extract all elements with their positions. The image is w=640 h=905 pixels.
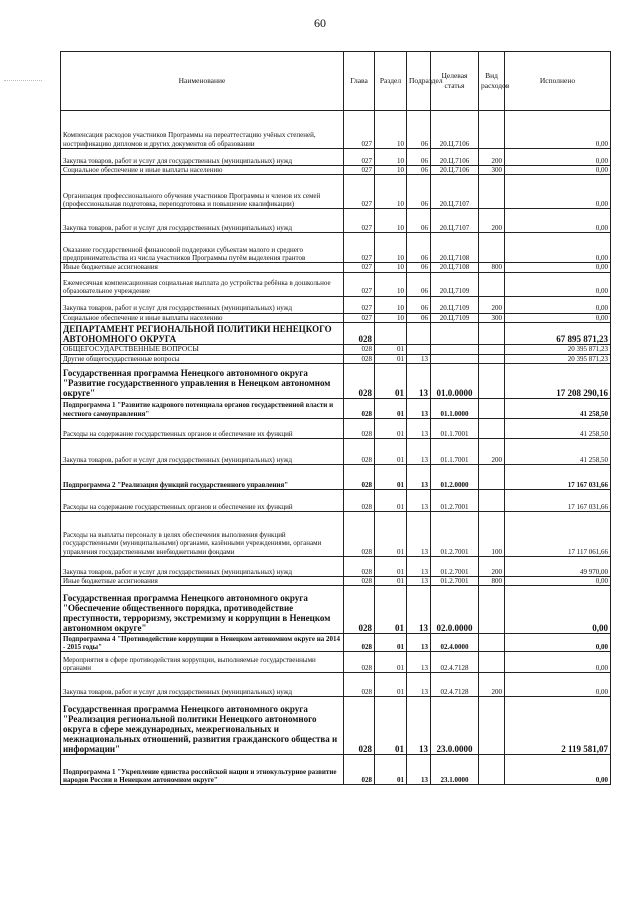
table-row bbox=[61, 419, 611, 439]
row-name-cell: Расходы на содержание государственных органов и обеспечение их функций bbox=[61, 419, 344, 439]
row-celevaya-cell: 20.Ц.7108 bbox=[431, 263, 479, 272]
row-ispolneno-cell: 20 395 871,23 bbox=[505, 345, 611, 354]
row-celevaya-cell: 02.4.7128 bbox=[431, 673, 479, 697]
row-podrazdel-cell: 06 bbox=[407, 296, 431, 313]
row-glava-cell: 027 bbox=[344, 296, 375, 313]
row-celevaya-cell bbox=[431, 323, 479, 345]
row-glava-cell: 027 bbox=[344, 175, 375, 209]
row-name-cell: Подпрограмма 2 "Реализация функций государственного управления" bbox=[61, 465, 344, 490]
row-podrazdel-cell: 13 bbox=[407, 512, 431, 557]
row-glava-cell: 028 bbox=[344, 577, 375, 586]
table-row bbox=[61, 557, 611, 577]
table-row bbox=[61, 399, 611, 419]
table-row bbox=[61, 673, 611, 697]
row-glava-cell: 028 bbox=[344, 557, 375, 577]
row-ispolneno-cell: 20 395 871,23 bbox=[505, 354, 611, 363]
row-ispolneno-cell: 0,00 bbox=[505, 586, 611, 634]
row-name-cell: Закупка товаров, работ и услуг для государственных (муниципальных) нужд bbox=[61, 209, 344, 233]
row-ispolneno-cell: 0,00 bbox=[505, 296, 611, 313]
row-razdel-cell: 10 bbox=[375, 272, 407, 296]
table-row bbox=[61, 354, 611, 363]
row-vid-cell: 300 bbox=[479, 166, 505, 175]
row-podrazdel-cell: 13 bbox=[407, 399, 431, 419]
row-vid-cell bbox=[479, 354, 505, 363]
table-row bbox=[61, 233, 611, 263]
row-ispolneno-cell: 0,00 bbox=[505, 755, 611, 785]
row-name-cell: Другие общегосударственные вопросы bbox=[61, 354, 344, 363]
row-name-cell: Закупка товаров, работ и услуг для государственных (муниципальных) нужд bbox=[61, 296, 344, 313]
row-glava-cell: 028 bbox=[344, 354, 375, 363]
row-ispolneno-cell: 0,00 bbox=[505, 652, 611, 673]
row-razdel-cell: 10 bbox=[375, 166, 407, 175]
row-razdel-cell: 10 bbox=[375, 175, 407, 209]
table-row bbox=[61, 323, 611, 345]
table-row bbox=[61, 272, 611, 296]
table-row bbox=[61, 175, 611, 209]
row-glava-cell: 028 bbox=[344, 652, 375, 673]
row-glava-cell: 027 bbox=[344, 111, 375, 149]
row-name-cell: Закупка товаров, работ и услуг для государственных (муниципальных) нужд bbox=[61, 149, 344, 166]
row-celevaya-cell: 20.Ц.7109 bbox=[431, 296, 479, 313]
row-vid-cell bbox=[479, 345, 505, 354]
table-row bbox=[61, 111, 611, 149]
row-razdel-cell: 01 bbox=[375, 652, 407, 673]
row-celevaya-cell: 23.0.0000 bbox=[431, 697, 479, 755]
row-ispolneno-cell: 0,00 bbox=[505, 175, 611, 209]
row-razdel-cell: 01 bbox=[375, 634, 407, 652]
row-vid-cell bbox=[479, 399, 505, 419]
row-razdel-cell bbox=[375, 323, 407, 345]
row-vid-cell: 200 bbox=[479, 673, 505, 697]
row-celevaya-cell: 01.1.0000 bbox=[431, 399, 479, 419]
table-row bbox=[61, 149, 611, 166]
row-vid-cell bbox=[479, 465, 505, 490]
row-podrazdel-cell: 13 bbox=[407, 465, 431, 490]
row-celevaya-cell: 01.2.7001 bbox=[431, 490, 479, 512]
row-ispolneno-cell: 17 208 290,16 bbox=[505, 364, 611, 399]
row-razdel-cell: 01 bbox=[375, 364, 407, 399]
row-vid-cell bbox=[479, 490, 505, 512]
row-razdel-cell: 01 bbox=[375, 399, 407, 419]
page-number: 60 bbox=[314, 16, 326, 30]
row-ispolneno-cell: 0,00 bbox=[505, 577, 611, 586]
row-name-cell: Закупка товаров, работ и услуг для государственных (муниципальных) нужд bbox=[61, 439, 344, 465]
table-header-row bbox=[61, 52, 611, 111]
row-name-cell: Закупка товаров, работ и услуг для государственных (муниципальных) нужд bbox=[61, 557, 344, 577]
row-celevaya-cell: 20.Ц.7106 bbox=[431, 149, 479, 166]
row-ispolneno-cell: 0,00 bbox=[505, 233, 611, 263]
table-row bbox=[61, 755, 611, 785]
table-row bbox=[61, 465, 611, 490]
row-celevaya-cell: 02.0.0000 bbox=[431, 586, 479, 634]
table-row bbox=[61, 439, 611, 465]
row-celevaya-cell: 01.1.7001 bbox=[431, 439, 479, 465]
row-vid-cell: 800 bbox=[479, 263, 505, 272]
row-podrazdel-cell: 13 bbox=[407, 490, 431, 512]
table-row bbox=[61, 490, 611, 512]
row-ispolneno-cell: 41 258,50 bbox=[505, 419, 611, 439]
row-vid-cell bbox=[479, 755, 505, 785]
table-row bbox=[61, 634, 611, 652]
table-body bbox=[61, 111, 611, 785]
row-podrazdel-cell: 06 bbox=[407, 111, 431, 149]
header-vid: Вид расходов bbox=[479, 52, 505, 111]
table-row bbox=[61, 697, 611, 755]
table-row bbox=[61, 345, 611, 354]
row-vid-cell bbox=[479, 111, 505, 149]
header-razdel: Раздел bbox=[375, 52, 407, 111]
row-podrazdel-cell bbox=[407, 323, 431, 345]
header-name: Наименование bbox=[61, 52, 344, 111]
row-glava-cell: 028 bbox=[344, 323, 375, 345]
row-vid-cell bbox=[479, 586, 505, 634]
row-name-cell: Социальное обеспечение и иные выплаты населению bbox=[61, 166, 344, 175]
row-vid-cell bbox=[479, 652, 505, 673]
table-row bbox=[61, 364, 611, 399]
row-glava-cell: 028 bbox=[344, 673, 375, 697]
row-ispolneno-cell: 0,00 bbox=[505, 634, 611, 652]
row-celevaya-cell: 20.Ц.7108 bbox=[431, 233, 479, 263]
row-celevaya-cell bbox=[431, 354, 479, 363]
row-name-cell: Оказание государственной финансовой поддержки субъектам малого и среднего предпринимательства из числа участников Программы путём выделения грантов bbox=[61, 233, 344, 263]
row-podrazdel-cell: 06 bbox=[407, 313, 431, 322]
row-celevaya-cell: 20.Ц.7106 bbox=[431, 111, 479, 149]
row-razdel-cell: 01 bbox=[375, 439, 407, 465]
row-celevaya-cell: 20.Ц.7107 bbox=[431, 209, 479, 233]
row-vid-cell: 200 bbox=[479, 209, 505, 233]
budget-execution-table bbox=[60, 51, 611, 785]
row-name-cell: ОБЩЕГОСУДАРСТВЕННЫЕ ВОПРОСЫ bbox=[61, 345, 344, 354]
row-name-cell: Расходы на содержание государственных органов и обеспечение их функций bbox=[61, 490, 344, 512]
row-celevaya-cell: 01.2.7001 bbox=[431, 512, 479, 557]
row-razdel-cell: 01 bbox=[375, 586, 407, 634]
row-vid-cell bbox=[479, 175, 505, 209]
row-glava-cell: 028 bbox=[344, 419, 375, 439]
row-name-cell: Государственная программа Ненецкого автономного округа "Развитие государственного управления в Ненецком автономном округе" bbox=[61, 364, 344, 399]
row-podrazdel-cell: 06 bbox=[407, 263, 431, 272]
row-name-cell: Подпрограмма 1 "Укрепление единства российской нации и этнокультурное развитие народов России в Ненецком автономном округе" bbox=[61, 755, 344, 785]
table-row bbox=[61, 652, 611, 673]
table-row bbox=[61, 263, 611, 272]
table-row bbox=[61, 586, 611, 634]
row-vid-cell bbox=[479, 323, 505, 345]
row-razdel-cell: 10 bbox=[375, 209, 407, 233]
row-podrazdel-cell: 13 bbox=[407, 439, 431, 465]
row-ispolneno-cell: 67 895 871,23 bbox=[505, 323, 611, 345]
row-podrazdel-cell: 13 bbox=[407, 634, 431, 652]
row-podrazdel-cell: 13 bbox=[407, 697, 431, 755]
row-vid-cell bbox=[479, 697, 505, 755]
row-celevaya-cell: 02.4.7128 bbox=[431, 652, 479, 673]
row-ispolneno-cell: 0,00 bbox=[505, 209, 611, 233]
row-ispolneno-cell: 17 117 061,66 bbox=[505, 512, 611, 557]
row-ispolneno-cell: 0,00 bbox=[505, 111, 611, 149]
row-vid-cell bbox=[479, 272, 505, 296]
row-podrazdel-cell: 13 bbox=[407, 354, 431, 363]
table-row bbox=[61, 209, 611, 233]
row-razdel-cell: 10 bbox=[375, 149, 407, 166]
row-glava-cell: 028 bbox=[344, 490, 375, 512]
row-glava-cell: 027 bbox=[344, 209, 375, 233]
row-ispolneno-cell: 41 258,50 bbox=[505, 439, 611, 465]
row-razdel-cell: 01 bbox=[375, 512, 407, 557]
row-name-cell: Расходы на выплаты персоналу в целях обеспечения выполнения функций государственными (муниципальными) органами, казёнными учреждениями, органами управления государственными внебюджетными фондами bbox=[61, 512, 344, 557]
row-glava-cell: 028 bbox=[344, 399, 375, 419]
row-podrazdel-cell: 13 bbox=[407, 364, 431, 399]
row-ispolneno-cell: 0,00 bbox=[505, 149, 611, 166]
row-razdel-cell: 01 bbox=[375, 419, 407, 439]
row-ispolneno-cell: 0,00 bbox=[505, 673, 611, 697]
row-podrazdel-cell: 06 bbox=[407, 233, 431, 263]
row-razdel-cell: 01 bbox=[375, 345, 407, 354]
row-podrazdel-cell: 13 bbox=[407, 419, 431, 439]
row-celevaya-cell: 20.Ц.7106 bbox=[431, 166, 479, 175]
row-podrazdel-cell: 13 bbox=[407, 652, 431, 673]
row-glava-cell: 028 bbox=[344, 465, 375, 490]
row-glava-cell: 027 bbox=[344, 313, 375, 322]
row-podrazdel-cell: 13 bbox=[407, 586, 431, 634]
table-row bbox=[61, 166, 611, 175]
row-celevaya-cell bbox=[431, 345, 479, 354]
row-ispolneno-cell: 49 970,00 bbox=[505, 557, 611, 577]
table-row bbox=[61, 512, 611, 557]
row-vid-cell: 300 bbox=[479, 313, 505, 322]
row-glava-cell: 028 bbox=[344, 512, 375, 557]
row-celevaya-cell: 20.Ц.7109 bbox=[431, 272, 479, 296]
row-razdel-cell: 01 bbox=[375, 557, 407, 577]
row-name-cell: ДЕПАРТАМЕНТ РЕГИОНАЛЬНОЙ ПОЛИТИКИ НЕНЕЦКОГО АВТОНОМНОГО ОКРУГА bbox=[61, 323, 344, 345]
row-podrazdel-cell: 13 bbox=[407, 755, 431, 785]
row-glava-cell: 027 bbox=[344, 149, 375, 166]
row-vid-cell: 100 bbox=[479, 512, 505, 557]
row-podrazdel-cell: 06 bbox=[407, 175, 431, 209]
row-ispolneno-cell: 2 119 581,07 bbox=[505, 697, 611, 755]
row-glava-cell: 028 bbox=[344, 755, 375, 785]
row-glava-cell: 027 bbox=[344, 233, 375, 263]
row-glava-cell: 028 bbox=[344, 697, 375, 755]
row-razdel-cell: 10 bbox=[375, 263, 407, 272]
row-razdel-cell: 01 bbox=[375, 755, 407, 785]
row-name-cell: Социальное обеспечение и иные выплаты населению bbox=[61, 313, 344, 322]
row-podrazdel-cell: 06 bbox=[407, 166, 431, 175]
row-ispolneno-cell: 17 167 031,66 bbox=[505, 490, 611, 512]
table-row bbox=[61, 296, 611, 313]
row-celevaya-cell: 01.2.7001 bbox=[431, 557, 479, 577]
row-razdel-cell: 01 bbox=[375, 354, 407, 363]
row-razdel-cell: 10 bbox=[375, 111, 407, 149]
row-glava-cell: 028 bbox=[344, 634, 375, 652]
header-ispolneno: Исполнено bbox=[505, 52, 611, 111]
row-ispolneno-cell: 0,00 bbox=[505, 272, 611, 296]
row-razdel-cell: 01 bbox=[375, 697, 407, 755]
row-name-cell: Подпрограмма 4 "Противодействие коррупции в Ненецком автономном округе на 2014 - 2015 годы" bbox=[61, 634, 344, 652]
row-name-cell: Иные бюджетные ассигнования bbox=[61, 577, 344, 586]
row-ispolneno-cell: 0,00 bbox=[505, 166, 611, 175]
row-vid-cell bbox=[479, 233, 505, 263]
row-glava-cell: 028 bbox=[344, 364, 375, 399]
row-celevaya-cell: 02.4.0000 bbox=[431, 634, 479, 652]
row-glava-cell: 027 bbox=[344, 263, 375, 272]
table-row bbox=[61, 577, 611, 586]
row-vid-cell bbox=[479, 364, 505, 399]
row-glava-cell: 027 bbox=[344, 166, 375, 175]
row-celevaya-cell: 01.0.0000 bbox=[431, 364, 479, 399]
row-ispolneno-cell: 41 258,50 bbox=[505, 399, 611, 419]
row-vid-cell: 200 bbox=[479, 439, 505, 465]
row-name-cell: Подпрограмма 1 "Развитие кадрового потенциала органов государственной власти и местного самоуправления" bbox=[61, 399, 344, 419]
row-celevaya-cell: 01.2.7001 bbox=[431, 577, 479, 586]
row-podrazdel-cell: 13 bbox=[407, 673, 431, 697]
row-vid-cell: 800 bbox=[479, 577, 505, 586]
row-celevaya-cell: 23.1.0000 bbox=[431, 755, 479, 785]
row-razdel-cell: 10 bbox=[375, 233, 407, 263]
row-glava-cell: 028 bbox=[344, 586, 375, 634]
row-podrazdel-cell: 06 bbox=[407, 149, 431, 166]
row-podrazdel-cell bbox=[407, 345, 431, 354]
row-vid-cell: 200 bbox=[479, 296, 505, 313]
row-name-cell: Государственная программа Ненецкого автономного округа "Обеспечение общественного порядка, противодействие преступности, терроризму, экстремизму и коррупции в Ненецком автономном округе" bbox=[61, 586, 344, 634]
row-podrazdel-cell: 06 bbox=[407, 209, 431, 233]
row-name-cell: Ежемесячная компенсационная социальная выплата до устройства ребёнка в дошкольное образовательное учреждение bbox=[61, 272, 344, 296]
row-name-cell: Мероприятия в сфере противодействия коррупции, выполняемые государственными органами bbox=[61, 652, 344, 673]
row-razdel-cell: 01 bbox=[375, 673, 407, 697]
row-podrazdel-cell: 13 bbox=[407, 577, 431, 586]
row-vid-cell: 200 bbox=[479, 149, 505, 166]
row-razdel-cell: 10 bbox=[375, 313, 407, 322]
row-glava-cell: 027 bbox=[344, 272, 375, 296]
row-razdel-cell: 01 bbox=[375, 465, 407, 490]
row-name-cell: Организация профессионального обучения участников Программы и членов их семей (профессиональная подготовка, переподготовка и повышение квалификации) bbox=[61, 175, 344, 209]
row-razdel-cell: 01 bbox=[375, 490, 407, 512]
row-podrazdel-cell: 06 bbox=[407, 272, 431, 296]
row-glava-cell: 028 bbox=[344, 439, 375, 465]
header-glava: Глава bbox=[344, 52, 375, 111]
scan-margin-mark bbox=[4, 80, 42, 82]
row-razdel-cell: 10 bbox=[375, 296, 407, 313]
row-ispolneno-cell: 0,00 bbox=[505, 263, 611, 272]
row-vid-cell: 200 bbox=[479, 557, 505, 577]
row-name-cell: Иные бюджетные ассигнования bbox=[61, 263, 344, 272]
row-razdel-cell: 01 bbox=[375, 577, 407, 586]
row-glava-cell: 028 bbox=[344, 345, 375, 354]
row-ispolneno-cell: 0,00 bbox=[505, 313, 611, 322]
header-podrazdel: Подраздел bbox=[407, 52, 431, 111]
row-vid-cell bbox=[479, 419, 505, 439]
row-podrazdel-cell: 13 bbox=[407, 557, 431, 577]
row-vid-cell bbox=[479, 634, 505, 652]
row-celevaya-cell: 20.Ц.7109 bbox=[431, 313, 479, 322]
row-celevaya-cell: 01.2.0000 bbox=[431, 465, 479, 490]
table-row bbox=[61, 313, 611, 322]
row-celevaya-cell: 01.1.7001 bbox=[431, 419, 479, 439]
row-celevaya-cell: 20.Ц.7107 bbox=[431, 175, 479, 209]
header-celevaya: Целевая статья bbox=[431, 52, 479, 111]
row-name-cell: Закупка товаров, работ и услуг для государственных (муниципальных) нужд bbox=[61, 673, 344, 697]
row-name-cell: Компенсация расходов участников Программы на переаттестацию учёных степеней, нострификацию дипломов и других документов об образовании bbox=[61, 111, 344, 149]
row-name-cell: Государственная программа Ненецкого автономного округа "Реализация региональной политики Ненецкого автономного округа в сфере международных, межрегиональных и межнациональных отношений, развития гражданского общества и информации" bbox=[61, 697, 344, 755]
row-ispolneno-cell: 17 167 031,66 bbox=[505, 465, 611, 490]
